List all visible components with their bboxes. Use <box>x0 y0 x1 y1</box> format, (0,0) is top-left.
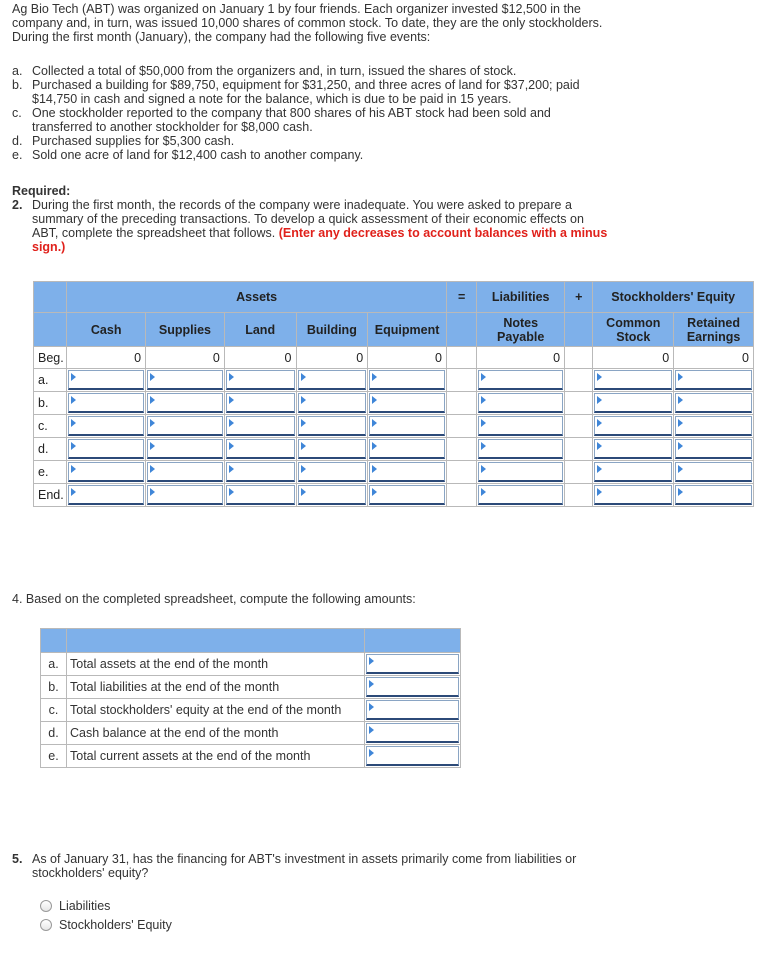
input-marker-icon <box>71 373 76 381</box>
question-number: 5. <box>12 852 23 866</box>
amount-input[interactable] <box>369 393 445 413</box>
row-label: End. <box>34 484 67 507</box>
amount-row <box>41 722 461 745</box>
amount-input[interactable] <box>147 439 223 459</box>
amount-input[interactable] <box>478 416 563 436</box>
input-marker-icon <box>678 373 683 381</box>
amount-input[interactable] <box>478 393 563 413</box>
input-marker-icon <box>678 396 683 404</box>
input-marker-icon <box>229 396 234 404</box>
question-number: 2. <box>12 198 23 212</box>
event-letter: b. <box>12 78 23 92</box>
instruction-text: (Enter any decreases to account balances with a minus <box>278 226 608 240</box>
col-land: Land <box>224 313 296 347</box>
input-marker-icon <box>372 488 377 496</box>
event-letter: e. <box>12 148 23 162</box>
event-text: Purchased a building for $89,750, equipment for $31,250, and three acres of land for $37,200; paid <box>32 78 580 92</box>
input-marker-icon <box>150 442 155 450</box>
input-marker-icon <box>481 442 486 450</box>
input-marker-icon <box>71 442 76 450</box>
amount-input[interactable] <box>298 370 367 390</box>
required-title: Required: <box>12 184 71 198</box>
item-letter: e. <box>41 745 67 768</box>
equity-header: Stockholders' Equity <box>593 282 754 313</box>
beg-value: 0 <box>146 347 225 369</box>
amount-input[interactable] <box>147 370 223 390</box>
input-marker-icon <box>481 373 486 381</box>
question-text: As of January 31, has the financing for ABT's investment in assets primarily come from liabilities or <box>32 852 577 866</box>
event-item <box>12 64 652 78</box>
option-stockholders-equity[interactable] <box>40 918 172 932</box>
amount-input[interactable] <box>594 485 672 505</box>
amount-input[interactable] <box>298 439 367 459</box>
event-text: transferred to another stockholder for $8,000 cash. <box>32 120 313 134</box>
table-row-beg <box>34 347 754 369</box>
event-letter: c. <box>12 106 22 120</box>
required-section <box>12 184 652 254</box>
amount-input[interactable] <box>369 439 445 459</box>
answer-input[interactable] <box>366 723 459 743</box>
item-letter: d. <box>41 722 67 745</box>
row-label: d. <box>34 438 67 461</box>
intro-line: During the first month (January), the company had the following five events: <box>12 30 431 44</box>
amount-input[interactable] <box>298 393 367 413</box>
amount-input[interactable] <box>478 462 563 482</box>
input-marker-icon <box>71 488 76 496</box>
col-equipment: Equipment <box>368 313 447 347</box>
input-marker-icon <box>301 373 306 381</box>
amount-input[interactable] <box>675 370 752 390</box>
event-item <box>12 148 652 162</box>
input-marker-icon <box>372 396 377 404</box>
liabilities-header: Liabilities <box>477 282 565 313</box>
input-marker-icon <box>597 373 602 381</box>
table-row <box>34 415 754 438</box>
question-2 <box>12 198 652 254</box>
input-marker-icon <box>71 465 76 473</box>
row-label: e. <box>34 461 67 484</box>
input-marker-icon <box>678 419 683 427</box>
amount-input[interactable] <box>226 485 295 505</box>
item-description: Total stockholders' equity at the end of the month <box>67 699 365 722</box>
event-text: One stockholder reported to the company that 800 shares of his ABT stock had been sold and <box>32 106 551 120</box>
problem-intro <box>12 2 652 44</box>
amount-input[interactable] <box>68 485 144 505</box>
input-marker-icon <box>678 442 683 450</box>
input-marker-icon <box>301 488 306 496</box>
amount-input[interactable] <box>675 462 752 482</box>
input-marker-icon <box>481 488 486 496</box>
amount-input[interactable] <box>68 439 144 459</box>
amount-input[interactable] <box>298 462 367 482</box>
amount-input[interactable] <box>369 462 445 482</box>
amount-input[interactable] <box>68 370 144 390</box>
col-label-line: Retained <box>687 315 740 330</box>
beg-value: 0 <box>477 347 565 369</box>
question-text: summary of the preceding transactions. To develop a quick assessment of their economic effects on <box>32 212 584 226</box>
amount-input[interactable] <box>675 416 752 436</box>
amount-row <box>41 676 461 699</box>
amounts-table <box>40 628 461 768</box>
question-5 <box>12 852 652 880</box>
amount-input[interactable] <box>298 416 367 436</box>
input-marker-icon <box>372 419 377 427</box>
question-text: During the first month, the records of the company were inadequate. You were asked to prepare a <box>32 198 572 212</box>
amount-input[interactable] <box>675 393 752 413</box>
event-item <box>12 134 652 148</box>
beg-value: 0 <box>296 347 368 369</box>
input-marker-icon <box>369 703 374 711</box>
col-notes-payable <box>477 313 565 347</box>
events-list <box>12 64 652 162</box>
input-marker-icon <box>597 488 602 496</box>
item-letter: c. <box>41 699 67 722</box>
beg-value: 0 <box>368 347 447 369</box>
input-marker-icon <box>150 373 155 381</box>
input-marker-icon <box>372 373 377 381</box>
col-supplies: Supplies <box>146 313 225 347</box>
input-marker-icon <box>71 396 76 404</box>
item-description: Total assets at the end of the month <box>67 653 365 676</box>
event-text: Sold one acre of land for $12,400 cash to another company. <box>32 148 364 162</box>
input-marker-icon <box>369 749 374 757</box>
row-label: b. <box>34 392 67 415</box>
amount-input[interactable] <box>478 485 563 505</box>
event-text: Collected a total of $50,000 from the organizers and, in turn, issued the shares of stock. <box>32 64 517 78</box>
answer-input[interactable] <box>366 746 459 766</box>
amount-input[interactable] <box>369 416 445 436</box>
beg-value: 0 <box>674 347 754 369</box>
answer-input[interactable] <box>366 654 459 674</box>
event-letter: a. <box>12 64 23 78</box>
input-marker-icon <box>678 488 683 496</box>
table-row <box>34 461 754 484</box>
option-label: Liabilities <box>59 899 111 913</box>
col-building: Building <box>296 313 368 347</box>
event-item <box>12 78 652 106</box>
input-marker-icon <box>481 419 486 427</box>
beg-value: 0 <box>593 347 674 369</box>
amount-input[interactable] <box>147 462 223 482</box>
item-description: Cash balance at the end of the month <box>67 722 365 745</box>
amount-row <box>41 699 461 722</box>
col-label-line: Common <box>606 315 661 330</box>
amount-input[interactable] <box>478 370 563 390</box>
col-common-stock <box>593 313 674 347</box>
input-marker-icon <box>369 680 374 688</box>
amount-input[interactable] <box>594 370 672 390</box>
question-4-title: 4. Based on the completed spreadsheet, compute the following amounts: <box>12 592 416 606</box>
amount-input[interactable] <box>675 485 752 505</box>
amount-input[interactable] <box>147 393 223 413</box>
input-marker-icon <box>369 657 374 665</box>
amount-input[interactable] <box>226 393 295 413</box>
input-marker-icon <box>372 442 377 450</box>
input-marker-icon <box>372 465 377 473</box>
amount-input[interactable] <box>298 485 367 505</box>
amount-input[interactable] <box>369 485 445 505</box>
amount-input[interactable] <box>68 416 144 436</box>
col-label-line: Earnings <box>686 329 741 344</box>
amount-input[interactable] <box>226 439 295 459</box>
item-description: Total liabilities at the end of the month <box>67 676 365 699</box>
amount-input[interactable] <box>226 462 295 482</box>
input-marker-icon <box>229 373 234 381</box>
event-text: Purchased supplies for $5,300 cash. <box>32 134 235 148</box>
question-text: ABT, complete the spreadsheet that follows. <box>32 226 276 240</box>
option-label: Stockholders' Equity <box>59 918 172 932</box>
input-marker-icon <box>229 442 234 450</box>
amount-input[interactable] <box>594 416 672 436</box>
amount-input[interactable] <box>147 416 223 436</box>
input-marker-icon <box>597 442 602 450</box>
input-marker-icon <box>71 419 76 427</box>
assets-header: Assets <box>67 282 447 313</box>
input-marker-icon <box>301 419 306 427</box>
instruction-text: sign.) <box>32 240 66 254</box>
amount-row <box>41 745 461 768</box>
input-marker-icon <box>229 419 234 427</box>
input-marker-icon <box>301 442 306 450</box>
table-row <box>34 438 754 461</box>
transaction-spreadsheet <box>33 281 754 507</box>
option-liabilities[interactable] <box>40 899 110 913</box>
row-label: a. <box>34 369 67 392</box>
input-marker-icon <box>678 465 683 473</box>
radio-button[interactable] <box>40 900 52 912</box>
col-label-line: Payable <box>497 329 545 344</box>
col-label-line: Stock <box>616 329 651 344</box>
amount-input[interactable] <box>594 393 672 413</box>
table-row <box>34 392 754 415</box>
input-marker-icon <box>597 419 602 427</box>
input-marker-icon <box>229 465 234 473</box>
amount-row <box>41 653 461 676</box>
col-cash: Cash <box>67 313 146 347</box>
plus-sign: + <box>565 282 593 313</box>
amount-input[interactable] <box>478 439 563 459</box>
input-marker-icon <box>150 488 155 496</box>
amount-input[interactable] <box>68 462 144 482</box>
intro-line: Ag Bio Tech (ABT) was organized on January 1 by four friends. Each organizer invested $12,500 in the <box>12 2 581 16</box>
amount-input[interactable] <box>594 439 672 459</box>
input-marker-icon <box>597 465 602 473</box>
input-marker-icon <box>597 396 602 404</box>
item-letter: a. <box>41 653 67 676</box>
answer-input[interactable] <box>366 700 459 720</box>
col-label-line: Notes <box>503 315 539 330</box>
input-marker-icon <box>481 465 486 473</box>
input-marker-icon <box>301 396 306 404</box>
input-marker-icon <box>301 465 306 473</box>
beg-value: 0 <box>67 347 146 369</box>
input-marker-icon <box>369 726 374 734</box>
input-marker-icon <box>229 488 234 496</box>
event-item <box>12 106 652 134</box>
item-description: Total current assets at the end of the month <box>67 745 365 768</box>
intro-line: company and, in turn, was issued 10,000 shares of common stock. To date, they are the only stockholders. <box>12 16 603 30</box>
input-marker-icon <box>150 396 155 404</box>
amount-input[interactable] <box>68 393 144 413</box>
input-marker-icon <box>150 465 155 473</box>
amount-input[interactable] <box>369 370 445 390</box>
row-label: Beg. <box>34 347 67 369</box>
input-marker-icon <box>150 419 155 427</box>
radio-button[interactable] <box>40 919 52 931</box>
beg-value: 0 <box>224 347 296 369</box>
amount-input[interactable] <box>594 462 672 482</box>
input-marker-icon <box>481 396 486 404</box>
question-text: stockholders' equity? <box>32 866 149 880</box>
event-letter: d. <box>12 134 23 148</box>
table-row <box>34 484 754 507</box>
amount-input[interactable] <box>226 370 295 390</box>
row-label: c. <box>34 415 67 438</box>
equals-sign: = <box>446 282 476 313</box>
answer-input[interactable] <box>366 677 459 697</box>
amount-input[interactable] <box>675 439 752 459</box>
col-retained-earnings <box>674 313 754 347</box>
amount-input[interactable] <box>226 416 295 436</box>
amount-input[interactable] <box>147 485 223 505</box>
event-text: $14,750 in cash and signed a note for the balance, which is due to be paid in 15 years. <box>32 92 512 106</box>
item-letter: b. <box>41 676 67 699</box>
table-row <box>34 369 754 392</box>
